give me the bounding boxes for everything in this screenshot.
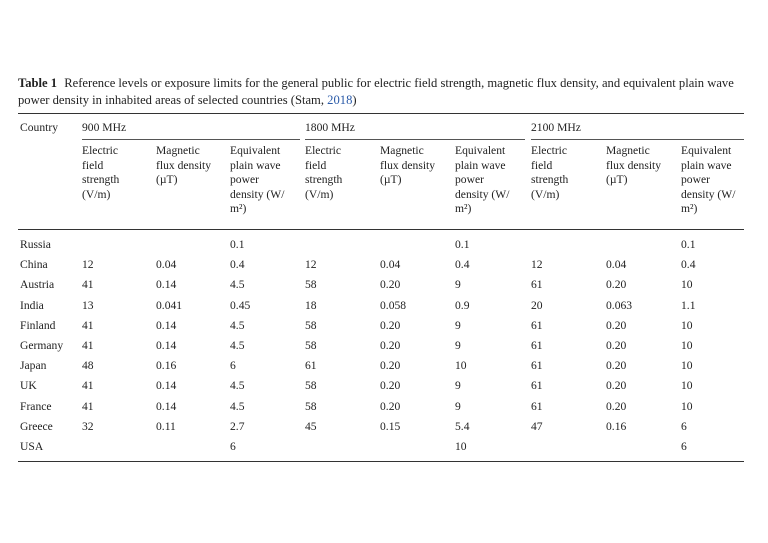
value-cell: 58 [305,379,317,392]
column-header-magnetic-flux [606,144,661,188]
value-cell: 47 [531,420,543,433]
header-line: strength [531,173,569,187]
country-cell: Finland [20,319,56,332]
band-header-rule [82,139,300,140]
header-line: Electric [82,144,119,157]
value-cell: 0.04 [380,258,401,271]
value-cell: 0.1 [681,238,696,251]
value-cell: 6 [681,440,687,453]
value-cell: 61 [531,278,543,291]
value-cell: 58 [305,319,317,332]
value-cell: 0.20 [380,359,401,372]
value-cell: 0.14 [156,319,177,332]
value-cell: 58 [305,278,317,291]
header-line: Electric [531,144,568,157]
value-cell: 12 [305,258,317,271]
value-cell: 1.1 [681,299,696,312]
value-cell: 0.041 [156,299,183,312]
value-cell: 0.16 [156,359,177,372]
country-cell: Japan [20,359,47,372]
value-cell: 0.1 [230,238,245,251]
value-cell: 58 [305,400,317,413]
value-cell: 6 [230,440,236,453]
citation-link[interactable]: 2018 [327,93,353,107]
value-cell: 9 [455,400,461,413]
value-cell: 18 [305,299,317,312]
value-cell: 10 [681,278,693,291]
value-cell: 0.4 [681,258,696,271]
value-cell: 61 [531,400,543,413]
header-line: m²) [230,202,247,216]
value-cell: 13 [82,299,94,312]
value-cell: 41 [82,379,94,392]
country-cell: China [20,258,48,271]
header-line: Equivalent [230,144,281,157]
value-cell: 4.5 [230,379,245,392]
band-header-rule [305,139,525,140]
value-cell: 0.20 [606,319,627,332]
value-cell: 0.20 [380,278,401,291]
value-cell: 0.20 [380,339,401,352]
value-cell: 0.063 [606,299,633,312]
header-line: power [230,173,259,187]
header-line: field [305,158,327,172]
header-line: flux density [380,158,436,172]
value-cell: 0.058 [380,299,407,312]
table-caption [18,75,748,109]
column-header-country: Country [20,121,59,134]
column-header-electric-field [531,144,568,202]
header-line: Equivalent [455,144,506,157]
header-line: Equivalent [681,144,732,157]
value-cell: 0.4 [230,258,245,271]
header-line: field [82,158,104,172]
value-cell: 0.20 [380,319,401,332]
header-line: density (W/ [681,187,736,201]
value-cell: 10 [681,379,693,392]
value-cell: 0.4 [455,258,470,271]
value-cell: 9 [455,339,461,352]
value-cell: 0.9 [455,299,470,312]
value-cell: 0.14 [156,400,177,413]
caption-tail: ) [352,93,357,107]
header-line: plain wave [455,158,506,172]
value-cell: 10 [681,319,693,332]
column-header-power-density [681,144,735,217]
value-cell: 0.20 [380,400,401,413]
header-line: power [681,173,710,187]
value-cell: 0.14 [156,278,177,291]
header-line: (V/m) [531,187,560,201]
value-cell: 0.16 [606,420,627,433]
value-cell: 0.14 [156,339,177,352]
value-cell: 32 [82,420,94,433]
value-cell: 45 [305,420,317,433]
value-cell: 5.4 [455,420,470,433]
value-cell: 20 [531,299,543,312]
value-cell: 4.5 [230,319,245,332]
header-line: power [455,173,484,187]
table-top-rule [18,113,744,114]
country-cell: USA [20,440,44,453]
band-header: 1800 MHz [305,121,355,134]
value-cell: 6 [230,359,236,372]
column-header-magnetic-flux [380,144,435,188]
header-line: Electric [305,144,342,157]
header-line: density (W/ [455,187,510,201]
value-cell: 6 [681,420,687,433]
value-cell: 0.20 [606,339,627,352]
value-cell: 0.04 [156,258,177,271]
country-cell: France [20,400,52,413]
header-line: Magnetic [606,144,650,157]
country-cell: Austria [20,278,55,291]
value-cell: 12 [82,258,94,271]
value-cell: 9 [455,319,461,332]
value-cell: 10 [681,400,693,413]
header-line: plain wave [681,158,732,172]
value-cell: 10 [681,339,693,352]
header-line: plain wave [230,158,281,172]
table-header-rule [18,229,744,230]
value-cell: 48 [82,359,94,372]
value-cell: 61 [531,339,543,352]
value-cell: 41 [82,400,94,413]
value-cell: 10 [681,359,693,372]
header-line: density (W/ [230,187,285,201]
value-cell: 0.11 [156,420,176,433]
country-cell: India [20,299,44,312]
header-line: strength [305,173,343,187]
header-line: flux density [606,158,662,172]
column-header-electric-field [82,144,119,202]
header-line: (V/m) [82,187,111,201]
header-line: Magnetic [156,144,200,157]
header-line: strength [82,173,120,187]
value-cell: 0.20 [606,379,627,392]
header-line: m²) [681,202,698,216]
value-cell: 61 [531,319,543,332]
value-cell: 41 [82,339,94,352]
value-cell: 58 [305,339,317,352]
value-cell: 0.20 [606,400,627,413]
table-bottom-rule [18,461,744,462]
value-cell: 41 [82,278,94,291]
header-line: (V/m) [305,187,334,201]
value-cell: 9 [455,278,461,291]
value-cell: 2.7 [230,420,245,433]
value-cell: 0.14 [156,379,177,392]
header-line: flux density [156,158,212,172]
value-cell: 0.1 [455,238,470,251]
value-cell: 0.15 [380,420,401,433]
header-line: field [531,158,553,172]
value-cell: 4.5 [230,339,245,352]
value-cell: 10 [455,359,467,372]
value-cell: 0.45 [230,299,251,312]
value-cell: 12 [531,258,543,271]
band-header: 900 MHz [82,121,127,134]
caption-text: Reference levels or exposure limits for the general public for electric field strength, magnetic flux density, and equivalent plain wave power density in inhabited areas of selected countries (Stam, [18,76,734,107]
value-cell: 0.04 [606,258,627,271]
value-cell: 0.20 [380,379,401,392]
value-cell: 4.5 [230,278,245,291]
value-cell: 61 [531,359,543,372]
country-cell: Russia [20,238,51,251]
column-header-power-density [455,144,509,217]
column-header-power-density [230,144,284,217]
header-line: (µT) [380,173,402,187]
caption-label: Table 1 [18,76,58,90]
value-cell: 61 [531,379,543,392]
value-cell: 9 [455,379,461,392]
header-line: m²) [455,202,472,216]
value-cell: 0.20 [606,359,627,372]
value-cell: 0.20 [606,278,627,291]
value-cell: 4.5 [230,400,245,413]
band-header: 2100 MHz [531,121,581,134]
country-cell: Greece [20,420,53,433]
country-cell: Germany [20,339,64,352]
value-cell: 61 [305,359,317,372]
column-header-electric-field [305,144,342,202]
value-cell: 41 [82,319,94,332]
header-line: (µT) [606,173,628,187]
header-line: Magnetic [380,144,424,157]
country-cell: UK [20,379,37,392]
header-line: (µT) [156,173,178,187]
value-cell: 10 [455,440,467,453]
band-header-rule [531,139,744,140]
column-header-magnetic-flux [156,144,211,188]
